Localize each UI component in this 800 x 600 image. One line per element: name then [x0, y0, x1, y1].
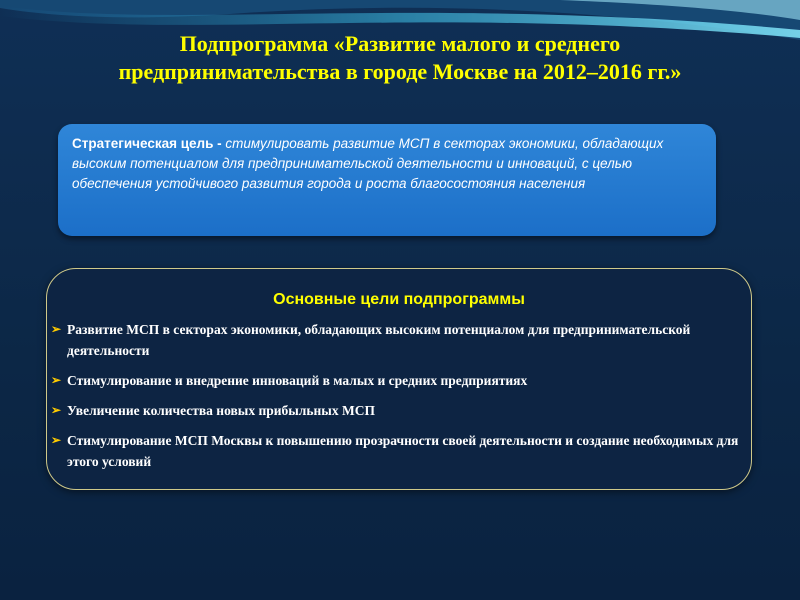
strategic-goal-box	[58, 124, 716, 236]
main-goal-text: Развитие МСП в секторах экономики, обладающих высоким потенциалом для предпринимательской деятельности	[67, 322, 691, 358]
main-goals-list	[47, 319, 747, 481]
main-goal-text: Стимулирование и внедрение инноваций в малых и средних предприятиях	[67, 373, 528, 388]
strategic-goal-lead: Стратегическая цель -	[72, 136, 226, 151]
title-line-1: Подпрограмма «Развитие малого и среднего	[179, 31, 621, 56]
strategic-goal-text: стимулировать развитие МСП в секторах экономики, обладающих высоким потенциалом для предпринимательской деятельности и инноваций, с целью обеспечения устойчивого развития города и роста благосостояния населения	[72, 136, 664, 191]
main-goal-item-2	[47, 370, 747, 391]
slide-title	[40, 30, 760, 86]
arrow-bullet-icon: ➢	[51, 403, 62, 417]
main-goal-text: Стимулирование МСП Москвы к повышению прозрачности своей деятельности и создание необходимых для этого условий	[67, 433, 739, 469]
title-line-2: предпринимательства в городе Москве на 2012–2016 гг.»	[118, 59, 682, 84]
main-goal-text: Увеличение количества новых прибыльных МСП	[67, 403, 375, 418]
main-goal-item-1	[47, 319, 747, 361]
arrow-bullet-icon: ➢	[51, 322, 62, 336]
arrow-bullet-icon: ➢	[51, 433, 62, 447]
main-goal-item-4	[47, 430, 747, 472]
main-goals-box	[46, 268, 752, 490]
main-goal-item-3	[47, 400, 747, 421]
main-goals-title: Основные цели подпрограммы	[273, 291, 525, 308]
arrow-bullet-icon: ➢	[51, 373, 62, 387]
